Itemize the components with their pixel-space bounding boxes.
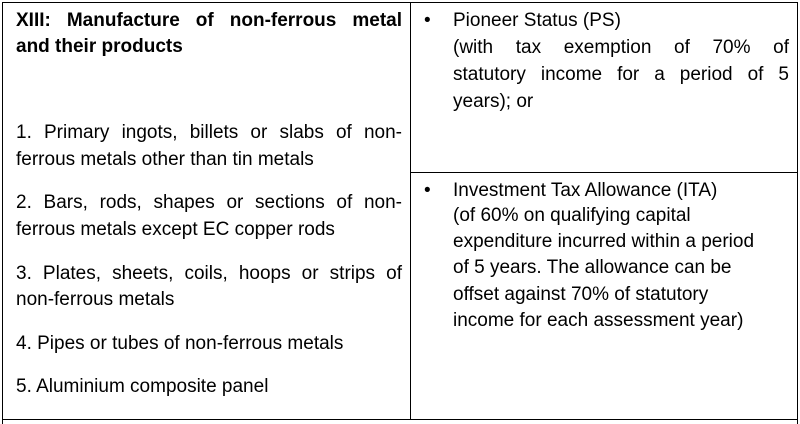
- list-item-1-line1: 1. Primary ingots, billets or slabs of non-: [16, 122, 402, 143]
- pioneer-status-line3: years); or: [453, 91, 534, 112]
- list-item-4: 4. Pipes or tubes of non-ferrous metals: [16, 333, 344, 354]
- category-heading-line1: XIII: Manufacture of non-ferrous metal: [16, 10, 402, 31]
- ita-line1: (of 60% on qualifying capital: [453, 205, 691, 226]
- ita-line3: of 5 years. The allowance can be: [453, 257, 732, 278]
- ita-line4: offset against 70% of statutory: [453, 284, 709, 305]
- border-top: [2, 2, 798, 3]
- ita-line5: income for each assessment year): [453, 310, 744, 331]
- list-item-5: 5. Aluminium composite panel: [16, 376, 269, 397]
- list-item-2-line1: 2. Bars, rods, shapes or sections of non-: [16, 192, 402, 213]
- border-right: [797, 2, 798, 424]
- border-bottom: [2, 419, 798, 420]
- bullet-icon: •: [424, 10, 431, 31]
- border-left: [2, 2, 3, 424]
- list-item-2-line2: ferrous metals except EC copper rods: [16, 219, 335, 240]
- list-item-1-line2: ferrous metals other than tin metals: [16, 149, 314, 170]
- border-middle: [410, 2, 411, 420]
- category-heading-line2: and their products: [16, 36, 183, 57]
- border-right-divider: [410, 172, 798, 173]
- bullet-icon: •: [424, 180, 431, 201]
- list-item-3-line2: non-ferrous metals: [16, 289, 175, 310]
- pioneer-status-line1: (with tax exemption of 70% of: [453, 37, 789, 58]
- ita-line2: expenditure incurred within a period: [453, 231, 755, 252]
- pioneer-status-title: Pioneer Status (PS): [453, 10, 621, 31]
- list-item-3-line1: 3. Plates, sheets, coils, hoops or strips of: [16, 263, 402, 284]
- pioneer-status-line2: statutory income for a period of 5: [453, 64, 789, 85]
- ita-title: Investment Tax Allowance (ITA): [453, 180, 718, 201]
